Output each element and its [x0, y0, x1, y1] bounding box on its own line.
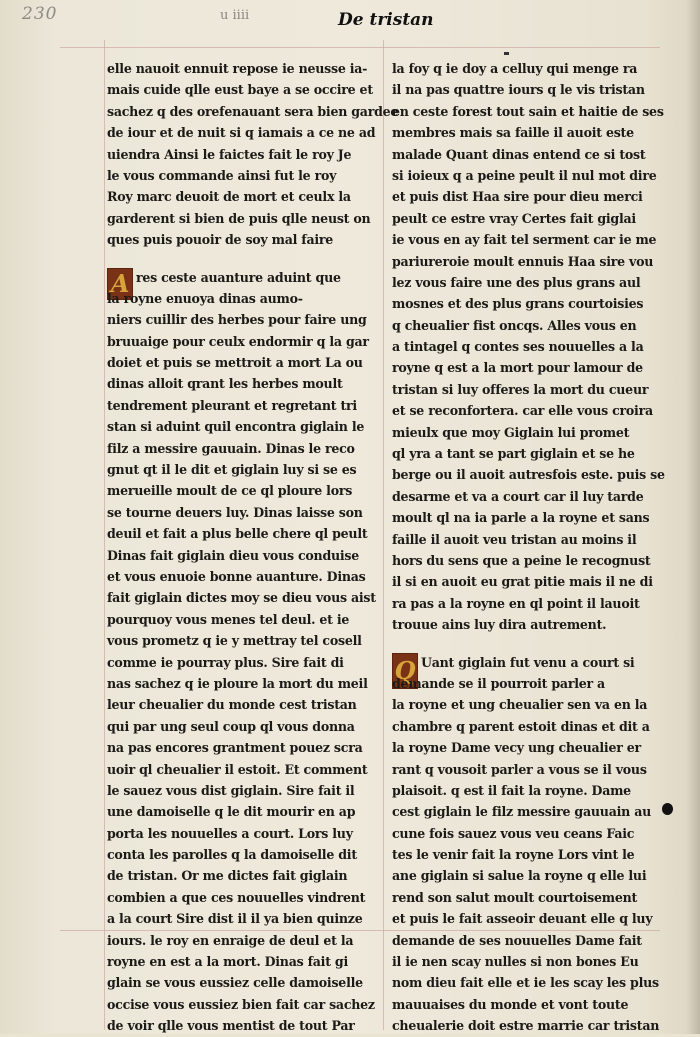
- text-line-content: chambre q parent estoit dinas et dit a: [392, 718, 650, 734]
- text-line: [107, 609, 369, 630]
- text-line: [107, 823, 369, 844]
- text-line-content: mieulx que moy Giglain lui promet: [392, 424, 630, 440]
- text-line-content: occise vous eussiez bien fait car sachez: [107, 996, 375, 1012]
- text-line: [392, 272, 654, 293]
- text-line-content: lez vous faire une des plus grans aul: [392, 274, 641, 290]
- text-line-content: demande de ses nouuelles Dame fait: [392, 932, 642, 948]
- text-line-content: peult ce estre vray Certes fait giglai: [392, 210, 636, 226]
- text-line-content: tristan si luy offeres la mort du cueur: [392, 381, 649, 397]
- text-line-content: Uant giglain fut venu a court si: [421, 654, 635, 670]
- text-line-content: glain se vous eussiez celle damoiselle: [107, 975, 363, 991]
- text-line: [392, 780, 654, 801]
- text-line-content: se tourne deuers luy. Dinas laisse son: [107, 504, 363, 520]
- text-line: [107, 438, 369, 459]
- signature-mark: u iiii: [220, 8, 250, 23]
- text-line-content: comme ie pourray plus. Sire fait di: [107, 654, 344, 670]
- ruling-line-top: [60, 47, 660, 48]
- text-line-content: en ceste forest tout sain et haitie de ses: [392, 103, 664, 119]
- text-line: [392, 165, 657, 186]
- text-line-content: ane giglain si salue la royne q elle lui: [392, 868, 647, 884]
- illuminated-initial: Q: [392, 653, 418, 689]
- text-line: [107, 630, 369, 651]
- text-line-content: une damoiselle q le dit mourir en ap: [107, 804, 356, 820]
- text-line-content: rant q vousoit parler a vous se il vous: [392, 761, 647, 777]
- text-line: [392, 529, 654, 550]
- text-line: [392, 293, 654, 314]
- text-line-content: mais cuide qlle eust baye a se occire et: [107, 82, 373, 98]
- text-line-content: niers cuillir des herbes pour faire ung: [107, 312, 367, 328]
- text-line: [107, 1015, 369, 1036]
- text-line-content: et puis le fait asseoir deuant elle q luy: [392, 911, 653, 927]
- text-line-content: cheualerie doit estre marrie car tristan: [392, 1018, 660, 1034]
- text-line: [107, 309, 369, 330]
- text-line-content: sachez q des orefenauant sera bien gardee: [107, 103, 399, 119]
- text-line: [392, 79, 654, 100]
- text-line-content: doiet et puis se mettroit a mort La ou: [107, 355, 363, 371]
- text-line-content: desarme et va a court car il luy tarde: [392, 488, 644, 504]
- text-line: [107, 331, 369, 352]
- text-line-content: cune fois sauez vous veu ceans Faic: [392, 825, 635, 841]
- text-line: [107, 395, 369, 416]
- text-line: [392, 101, 664, 122]
- text-line: [392, 422, 654, 443]
- text-line: [392, 336, 654, 357]
- text-line: [392, 844, 654, 865]
- text-line-content: nas sachez q ie ploure la mort du meil: [107, 675, 368, 691]
- text-line: [392, 593, 654, 614]
- text-line: [392, 186, 654, 207]
- text-line: [392, 571, 654, 592]
- text-line: [107, 780, 369, 801]
- text-line: [392, 887, 654, 908]
- text-line: [392, 614, 654, 635]
- text-line: [107, 502, 369, 523]
- text-line: [107, 186, 369, 207]
- text-line-content: Roy marc deuoit de mort et ceulx la: [107, 189, 351, 205]
- text-line-content: porta les nouuelles a court. Lors luy: [107, 825, 353, 841]
- text-line: [107, 694, 369, 715]
- text-line: [107, 165, 369, 186]
- text-line-content: le vous commande ainsi fut le roy: [107, 167, 337, 183]
- text-line: [392, 58, 654, 79]
- text-line-content: elle nauoit ennuit repose ie neusse ia-: [107, 61, 368, 76]
- text-line-content: fait giglain dictes moy se dieu vous aist: [107, 590, 376, 606]
- text-line-content: moult ql na ia parle a la royne et sans: [392, 510, 650, 526]
- text-line-content: faille il auoit veu tristan au moins il: [392, 531, 637, 547]
- text-line-content: ql yra a tant se part giglain et se he: [392, 446, 635, 462]
- text-line-content: uiendra Ainsi le faictes fait le roy Je: [107, 146, 352, 162]
- text-line: [107, 144, 369, 165]
- text-line: [392, 673, 654, 694]
- text-line: [107, 229, 369, 250]
- text-line-content: mosnes et des plus grans courtoisies: [392, 296, 644, 312]
- text-line-content: garderent si bien de puis qlle neust on: [107, 210, 371, 226]
- text-line: [107, 994, 375, 1015]
- text-line-content: la royne et ung cheualier sen va en la: [392, 697, 648, 713]
- text-line: [107, 566, 369, 587]
- text-line: [107, 416, 369, 437]
- text-line: [107, 759, 369, 780]
- text-line-content: a tintagel q contes ses nouuelles a la: [392, 339, 644, 355]
- text-line: [392, 865, 654, 886]
- text-line-content: de iour et de nuit si q iamais a ce ne ad: [107, 125, 376, 141]
- text-line-content: Dinas fait giglain dieu vous conduise: [107, 547, 360, 563]
- margin-bullet-mark: [662, 803, 673, 815]
- text-line: [107, 208, 369, 229]
- text-line-content: tes le venir fait la royne Lors vint le: [392, 847, 635, 863]
- text-line-content: gnut qt il le dit et giglain luy si se es: [107, 462, 357, 478]
- text-line: [392, 737, 654, 758]
- text-line-content: il ie nen scay nulles si non bones Eu: [392, 954, 639, 970]
- text-line-content: ques puis pouoir de soy mal faire: [107, 232, 334, 248]
- text-line-content: qui par ung seul coup ql vous donna: [107, 718, 355, 734]
- text-line: [107, 545, 369, 566]
- text-line-content: la foy q ie doy a celluy qui menge ra: [392, 61, 638, 76]
- text-line-content: mauuaises du monde et vont toute: [392, 996, 629, 1012]
- page-edge-shadow: [686, 0, 700, 1034]
- text-line-content: berge ou il auoit autresfois este. puis se: [392, 467, 665, 483]
- text-line-content: ra pas a la royne en ql point il lauoit: [392, 595, 640, 611]
- text-line: [107, 716, 369, 737]
- text-line-content: le sauez vous dist giglain. Sire fait il: [107, 782, 355, 798]
- text-line: [107, 951, 369, 972]
- text-line-content: pariureroie moult ennuis Haa sire vou: [392, 253, 654, 269]
- text-line-content: leur cheualier du monde cest tristan: [107, 697, 357, 713]
- text-line-content: iours. le roy en enraige de deul et la: [107, 932, 354, 948]
- text-line: [107, 652, 369, 673]
- text-line-content: plaisoit. q est il fait la royne. Dame: [392, 782, 631, 798]
- text-line: [107, 844, 369, 865]
- text-line: [392, 759, 654, 780]
- text-line: [107, 972, 369, 993]
- text-line: [392, 251, 654, 272]
- text-line-content: conta les parolles q la damoiselle dit: [107, 847, 357, 863]
- text-line: [107, 930, 369, 951]
- text-line-content: uoir ql cheualier il estoit. Et comment: [107, 761, 368, 777]
- text-line-content: merueille moult de ce ql ploure lors: [107, 483, 353, 499]
- text-line: [392, 379, 654, 400]
- text-line-content: demande se il pourroit parler a: [392, 675, 605, 691]
- text-line: [392, 229, 657, 250]
- text-line-content: cest giglain le filz messire gauuain au: [392, 804, 652, 820]
- text-line-content: de voir qlle vous mentist de tout Par: [107, 1018, 355, 1034]
- text-line-content: et se reconfortera. car elle vous croira: [392, 403, 653, 419]
- text-line-content: pourquoy vous menes tel deul. et ie: [107, 611, 350, 627]
- text-line: [392, 716, 654, 737]
- text-line: [107, 480, 369, 501]
- text-line: [107, 673, 369, 694]
- text-line-content: membres mais sa faille il auoit este: [392, 125, 634, 141]
- text-column-left: [107, 58, 399, 1037]
- ruling-line-gutter: [383, 40, 384, 1030]
- text-line: [392, 823, 654, 844]
- text-line-content: royne q est a la mort pour lamour de: [392, 360, 643, 376]
- text-line: [107, 79, 373, 100]
- text-line: [107, 122, 376, 143]
- paragraph-break: [107, 251, 369, 267]
- text-line: [107, 58, 369, 79]
- text-line: [392, 951, 654, 972]
- text-line: [392, 464, 665, 485]
- text-line-content: hors du sens que a peine le recognust: [392, 552, 651, 568]
- text-line: [392, 930, 654, 951]
- text-line-content: q cheualier fist oncqs. Alles vous en: [392, 317, 637, 333]
- text-line-content: deuil et fait a plus belle chere ql peult: [107, 526, 368, 542]
- text-line: [107, 373, 369, 394]
- paragraph-break: [392, 636, 654, 652]
- text-line: [392, 550, 654, 571]
- text-line-content: nom dieu fait elle et ie les scay les plus: [392, 975, 659, 991]
- text-line-content: il si en auoit eu grat pitie mais il ne di: [392, 574, 653, 590]
- ruling-line-left-margin: [104, 40, 105, 1030]
- text-line-content: vous prometz q ie y mettray tel cosell: [107, 633, 362, 649]
- text-line-content: si ioieux q a peine peult il nul mot dire: [392, 167, 657, 183]
- text-line: [107, 459, 369, 480]
- text-line-content: ie vous en ay fait tel serment car ie me: [392, 232, 657, 248]
- text-line: [392, 443, 654, 464]
- text-line: [392, 1015, 660, 1036]
- text-line-content: la royne enuoya dinas aumo-: [107, 290, 303, 306]
- text-line: [392, 507, 654, 528]
- text-line-content: a la court Sire dist il il ya bien quinze: [107, 911, 363, 927]
- text-line: [392, 801, 654, 822]
- text-line: [392, 208, 654, 229]
- text-line: [392, 694, 654, 715]
- text-line: [107, 908, 369, 929]
- text-line: [107, 101, 399, 122]
- handwritten-folio-number: 230: [22, 4, 58, 24]
- text-line-content: combien a que ces nouuelles vindrent: [107, 889, 366, 905]
- head-dash: [504, 52, 509, 55]
- text-line: [107, 523, 369, 544]
- text-line-content: royne en est a la mort. Dinas fait gi: [107, 954, 348, 970]
- text-line-content: stan si aduint quil encontra giglain le: [107, 419, 365, 435]
- text-line: [392, 486, 654, 507]
- text-line: [392, 908, 654, 929]
- text-line-content: bruuaige pour ceulx endormir q la gar: [107, 333, 369, 349]
- text-line-content: tendrement pleurant et regretant tri: [107, 397, 357, 413]
- text-line: [107, 801, 369, 822]
- text-line-content: rend son salut moult courtoisement: [392, 889, 638, 905]
- text-line-content: dinas alloit qrant les herbes moult: [107, 376, 343, 392]
- text-line-content: de tristan. Or me dictes fait giglain: [107, 868, 348, 884]
- text-line: [107, 887, 369, 908]
- text-line-content: et puis dist Haa sire pour dieu merci: [392, 189, 643, 205]
- text-line: [107, 288, 369, 309]
- text-line: [107, 352, 369, 373]
- text-line: [107, 587, 376, 608]
- text-line-content: malade Quant dinas entend ce si tost: [392, 146, 646, 162]
- text-line-content: res ceste auanture aduint que: [136, 269, 341, 285]
- text-line: [107, 865, 369, 886]
- text-line-content: trouue ains luy dira autrement.: [392, 617, 607, 633]
- illuminated-initial: A: [107, 268, 133, 300]
- text-line: [392, 144, 654, 165]
- text-line-content: na pas encores grantment pouez scra: [107, 740, 363, 756]
- text-line: [392, 315, 654, 336]
- text-line: [107, 737, 369, 758]
- text-line-content: il na pas quattre iours q le vis tristan: [392, 82, 645, 98]
- text-line-content: et vous enuoie bonne auanture. Dinas: [107, 568, 366, 584]
- text-line-content: filz a messire gauuain. Dinas le reco: [107, 440, 355, 456]
- text-line: [392, 122, 654, 143]
- text-line: [392, 400, 654, 421]
- text-line: [392, 357, 654, 378]
- text-line: [392, 994, 654, 1015]
- text-column-right: [392, 58, 665, 1037]
- text-line-content: la royne Dame vecy ung cheualier er: [392, 740, 641, 756]
- running-head: De tristan: [338, 10, 434, 30]
- text-line: [392, 972, 659, 993]
